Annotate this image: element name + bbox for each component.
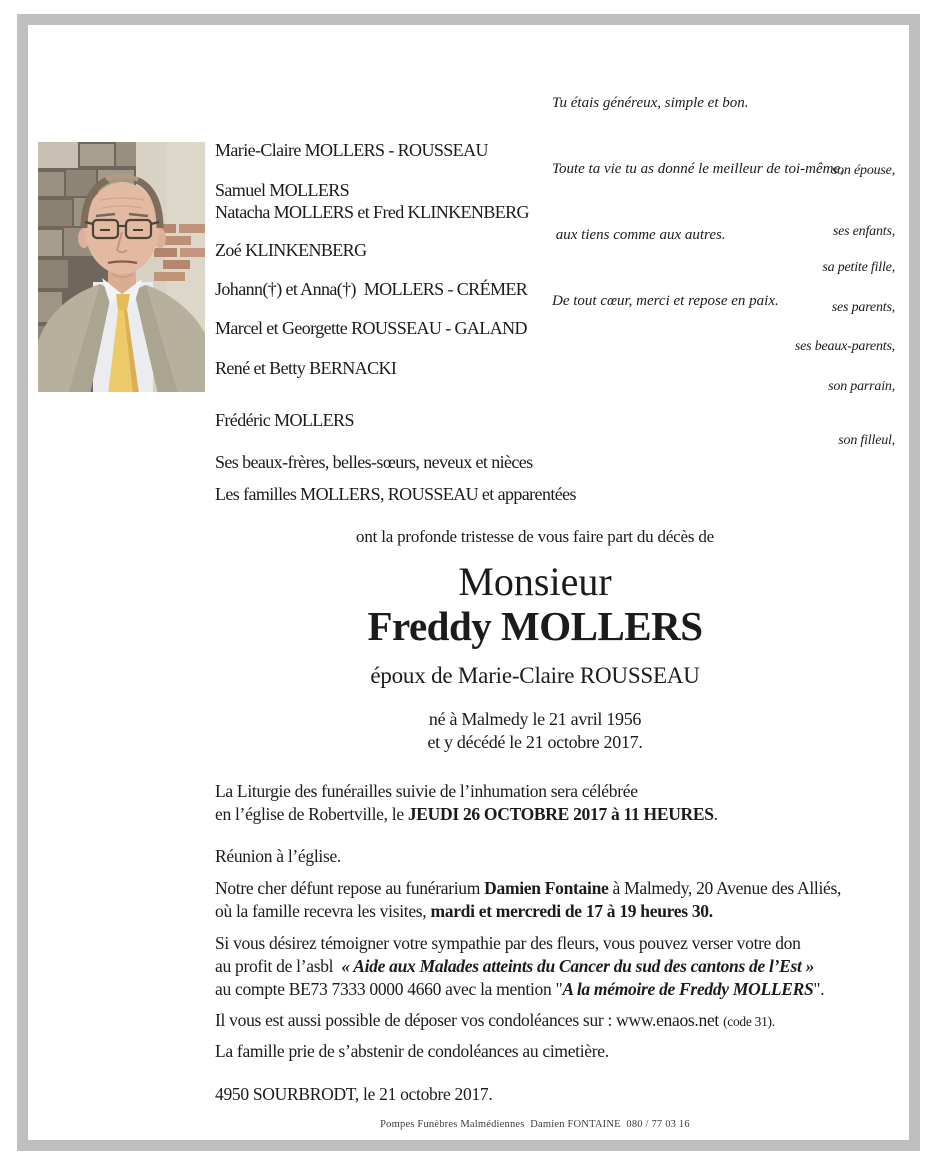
death-line: et y décédé le 21 octobre 2017. — [427, 732, 643, 752]
abstain-line: La famille prie de s’abstenir de condoléances au cimetière. — [215, 1041, 609, 1061]
relation-label: son filleul, — [838, 433, 895, 448]
donation-paragraph: Si vous désirez témoigner votre sympathie par des fleurs, vous pouvez verser votre don au profit de l’asbl « Aide aux Malades atteints du Cancer du sud des cantons de l’Est » au compte BE73 7333 0000 4660 avec la mention "A la mémoire de Freddy MOLLERS". — [215, 933, 825, 999]
family-name: Marcel et Georgette ROUSSEAU - GALAND — [215, 318, 527, 338]
funerarium-paragraph: Notre cher défunt repose au funérarium Damien Fontaine à Malmedy, 20 Avenue des Alliés, où la famille recevra les visites, mardi et mercredi de 17 à 19 heures 30. — [215, 878, 842, 921]
relation-label: ses enfants, — [832, 224, 895, 239]
epigraph-line: De tout cœur, merci et repose en paix. — [552, 293, 779, 309]
relation-label: ses beaux-parents, — [794, 339, 895, 354]
birth-line: né à Malmedy le 21 avril 1956 — [428, 709, 642, 729]
spouse-line: époux de Marie-Claire ROUSSEAU — [370, 663, 700, 688]
epigraph — [552, 48, 844, 356]
funeral-home-footer: Pompes Funèbres Malmédiennes Damien FONTAINE 080 / 77 03 16 — [380, 1119, 690, 1130]
deceased-photo — [38, 142, 205, 392]
family-name: René et Betty BERNACKI — [215, 358, 397, 378]
epigraph-line: Tu étais généreux, simple et bon. — [552, 95, 749, 111]
deceased-name: Freddy MOLLERS — [367, 603, 703, 649]
birth-death-lines — [215, 708, 855, 754]
family-name: Marie-Claire MOLLERS - ROUSSEAU — [215, 140, 488, 160]
family-name: Frédéric MOLLERS — [215, 410, 354, 430]
reunion-line: Réunion à l’église. — [215, 846, 342, 866]
relation-label: son épouse, — [831, 163, 895, 178]
epigraph-line: Toute ta vie tu as donné le meilleur de toi-même, — [552, 161, 844, 177]
family-name: Ses beaux-frères, belles-sœurs, neveux et nièces — [215, 452, 533, 472]
charity-name: « Aide aux Malades atteints du Cancer du sud des cantons de l’Est » — [341, 956, 815, 976]
liturgy-paragraph: La Liturgie des funérailles suivie de l’inhumation sera célébrée en l’église de Robertville, le JEUDI 26 OCTOBRE 2017 à 11 HEURES. — [215, 781, 718, 824]
relation-label: sa petite fille, — [822, 260, 895, 275]
relation-label: ses parents, — [831, 300, 895, 315]
relation-label: son parrain, — [828, 379, 895, 394]
closing-line: 4950 SOURBRODT, le 21 octobre 2017. — [215, 1084, 493, 1104]
family-name: Zoé KLINKENBERG — [215, 240, 367, 260]
family-name: Les familles MOLLERS, ROUSSEAU et apparentées — [215, 484, 576, 504]
visit-hours: mardi et mercredi de 17 à 19 heures 30. — [430, 901, 713, 921]
condolences-line: Il vous est aussi possible de déposer vos condoléances sur : www.enaos.net (code 31). — [215, 1010, 775, 1030]
epigraph-line: aux tiens comme aux autres. — [552, 227, 726, 243]
deceased-title: Monsieur — [458, 559, 612, 604]
family-name: Johann(†) et Anna(†) MOLLERS - CRÉMER — [215, 279, 528, 299]
funeral-home-name: Damien Fontaine — [484, 878, 609, 898]
donation-mention: A la mémoire de Freddy MOLLERS — [562, 979, 814, 999]
enaos-code: (code 31). — [723, 1014, 775, 1029]
family-name: Samuel MOLLERS — [215, 180, 350, 200]
announcement-line: ont la profonde tristesse de vous faire part du décès de — [356, 527, 714, 546]
family-name: Natacha MOLLERS et Fred KLINKENBERG — [215, 202, 529, 222]
ceremony-datetime: JEUDI 26 OCTOBRE 2017 à 11 HEURES — [407, 804, 714, 824]
